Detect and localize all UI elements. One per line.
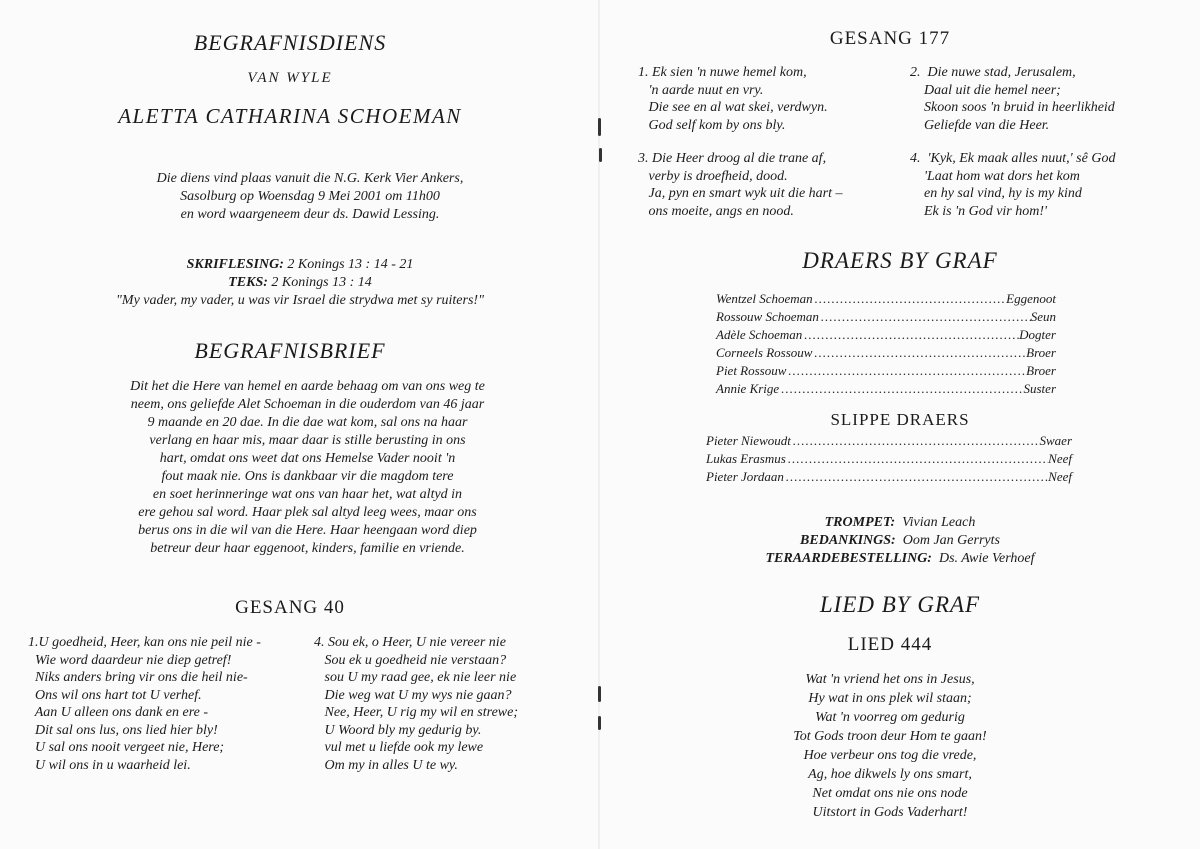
draer-role: Suster (1023, 381, 1056, 396)
right-page (600, 0, 1200, 849)
verse-line: Ek is 'n God vir hom!' (910, 203, 1048, 219)
lied-number: LIED 444 (847, 634, 933, 655)
gesang177-title: GESANG 177 (829, 28, 951, 49)
lied-line: Hy wat in ons plek wil staan; (808, 691, 972, 706)
verse-line: vul met u liefde ook my lewe (314, 740, 484, 755)
draer-name: Corneels Rossouw (716, 345, 813, 360)
verse-line: Dit sal ons lus, ons lied hier bly! (28, 722, 218, 738)
slippe-name: Lukas Erasmus (706, 451, 786, 466)
slippe-name: Pieter Niewoudt (706, 433, 791, 448)
verse-line: sou U my raad gee, ek nie leer nie (314, 670, 517, 685)
brief-line: hart, omdat ons weet dat ons Hemelse Vader nooit 'n (159, 451, 456, 466)
slippe-row (706, 450, 1072, 468)
verse-line: 'n aarde nuut en vry. (638, 82, 764, 98)
brief-line: neem, ons geliefde Alet Schoeman in die ouderdom van 46 jaar (130, 397, 485, 412)
verse-line: 1. Ek sien 'n nuwe hemel kom, (638, 65, 807, 80)
leader-dots (786, 450, 1048, 468)
lied-line: Wat 'n vriend het ons in Jesus, (805, 672, 975, 687)
leader-dots (784, 468, 1048, 486)
verse-line: 'Laat hom wat dors het kom (910, 168, 1080, 184)
service-line: en word waargeneem deur ds. Dawid Lessing. (180, 207, 440, 222)
gesang177-verse-3 (638, 150, 898, 220)
teks-label: TEKS: (228, 275, 268, 290)
verse-line: Aan U alleen ons dank en ere - (28, 705, 209, 720)
gesang177-verse-2 (910, 64, 1190, 134)
service-subtitle: VAN WYLE (247, 70, 333, 86)
verse-line: 4. Sou ek, o Heer, U nie vereer nie (314, 635, 506, 650)
verse-line: 1.U goedheid, Heer, kan ons nie peil nie - (28, 635, 261, 650)
verse-line: ons moeite, angs en nood. (638, 203, 794, 219)
draer-name: Adèle Schoeman (716, 327, 803, 342)
verse-line: U sal ons nooit vergeet nie, Here; (28, 740, 225, 755)
verse-line: Die see en al wat skei, verdwyn. (638, 100, 828, 115)
verse-line: Wie word daardeur nie diep getref! (28, 652, 232, 668)
verse-line: U wil ons in u waarheid lei. (28, 757, 191, 773)
verse-line: 4. 'Kyk, Ek maak alles nuut,' sê God (910, 151, 1116, 166)
lied-line: Wat 'n voorreg om gedurig (815, 710, 965, 725)
verse-line: God self kom by ons bly. (638, 117, 786, 133)
slippe-title: SLIPPE DRAERS (830, 410, 970, 429)
gesang177-verse-4 (910, 150, 1190, 220)
slippe-list (706, 432, 1072, 486)
gesang177-verse-1 (638, 64, 898, 134)
trompet-value: Vivian Leach (902, 515, 976, 530)
brief-line: 9 maande en 20 dae. In die dae wat kom, sal ons na haar (147, 415, 468, 430)
leader-dots (791, 432, 1040, 450)
verse-line: Skoon soos 'n bruid in heerlikheid (910, 100, 1115, 115)
service-details (40, 170, 580, 224)
bedankings-value: Oom Jan Gerryts (902, 533, 1000, 548)
gesang40-verse-4 (314, 634, 594, 774)
brief-line: verlang en haar mis, maar daar is stille berusting in ons (149, 433, 466, 448)
verse-line: Om my in alles U te wy. (314, 757, 458, 773)
leader-dots (812, 344, 1026, 362)
draer-role: Seun (1030, 309, 1056, 324)
draer-row (716, 308, 1056, 326)
brief-line: en soet herinneringe wat ons van haar het, wat altyd in (152, 487, 463, 502)
brief-line: Dit het die Here van hemel en aarde behaag om van ons weg te (130, 379, 485, 394)
verse-line: U Woord bly my gedurig by. (314, 722, 482, 738)
service-title: BEGRAFNISDIENS (193, 30, 387, 55)
teraarde-label: TERAARDEBESTELLING: (765, 551, 932, 566)
scripture-block (20, 256, 580, 310)
lied-line: Uitstort in Gods Vaderhart! (812, 805, 968, 820)
draer-name: Annie Krige (716, 381, 780, 396)
leader-dots (819, 308, 1031, 326)
verse-line: Ons wil ons hart tot U verhef. (28, 687, 202, 703)
lied-line: Tot Gods troon deur Hom te gaan! (793, 729, 987, 744)
brief-line: fout maak nie. Ons is dankbaar vir die magdom tere (161, 469, 454, 484)
draer-role: Broer (1026, 345, 1056, 360)
teraarde-value: Ds. Awie Verhoef (938, 551, 1035, 566)
lied-line: Ag, hoe dikwels ly ons smart, (808, 767, 972, 782)
bedankings-label: BEDANKINGS: (800, 533, 896, 548)
skriflesing-label: SKRIFLESING: (186, 257, 284, 272)
gesang40-verse-1 (28, 634, 308, 774)
brief-title: BEGRAFNISBRIEF (194, 338, 386, 363)
draer-name: Rossouw Schoeman (716, 309, 819, 324)
verse-line: verby is droefheid, dood. (638, 168, 788, 184)
draer-role: Dogter (1019, 327, 1056, 342)
brief-line: berus ons in die wil van die Here. Haar heengaan word diep (138, 523, 477, 538)
verse-line: Daal uit die hemel neer; (910, 82, 1061, 98)
slippe-role: Neef (1048, 469, 1072, 484)
credits-block (660, 514, 1140, 568)
lied-line: Net omdat ons nie ons node (812, 786, 968, 801)
brief-line: betreur deur haar eggenoot, kinders, familie en vriende. (150, 541, 465, 556)
draer-row (716, 380, 1056, 398)
draers-title: DRAERS BY GRAF (802, 248, 998, 273)
verse-line: 2. Die nuwe stad, Jerusalem, (910, 65, 1076, 80)
scripture-quote: "My vader, my vader, u was vir Israel die strydwa met sy ruiters!" (116, 293, 484, 308)
slippe-name: Pieter Jordaan (706, 469, 784, 484)
slippe-row (706, 432, 1072, 450)
lied-text (660, 670, 1120, 822)
draer-row (716, 290, 1056, 308)
verse-line: Ja, pyn en smart wyk uit die hart – (638, 186, 843, 201)
draer-row (716, 326, 1056, 344)
verse-line: Nee, Heer, U rig my wil en strewe; (314, 705, 518, 720)
lied-line: Hoe verbeur ons tog die vrede, (803, 748, 977, 763)
draer-row (716, 344, 1056, 362)
leader-dots (779, 380, 1023, 398)
brief-line: ere gehou sal word. Haar plek sal altyd leeg wees, maar ons (138, 505, 477, 520)
draers-list (716, 290, 1056, 398)
verse-line: en hy sal vind, hy is my kind (910, 186, 1082, 201)
leader-dots (802, 326, 1019, 344)
slippe-role: Swaer (1039, 433, 1072, 448)
draer-row (716, 362, 1056, 380)
lied-title: LIED BY GRAF (819, 592, 981, 617)
verse-line: Sou ek u goedheid nie verstaan? (314, 652, 507, 668)
skriflesing-value: 2 Konings 13 : 14 - 21 (287, 257, 414, 272)
draer-role: Broer (1026, 363, 1056, 378)
leader-dots (813, 290, 1007, 308)
brief-text (30, 378, 585, 558)
gesang40-title: GESANG 40 (235, 597, 345, 618)
trompet-label: TROMPET: (824, 515, 896, 530)
verse-line: Geliefde van die Heer. (910, 117, 1050, 133)
service-line: Die diens vind plaas vanuit die N.G. Kerk Vier Ankers, (156, 171, 464, 186)
slippe-row (706, 468, 1072, 486)
draer-name: Piet Rossouw (716, 363, 787, 378)
leader-dots (786, 362, 1026, 380)
service-line: Sasolburg op Woensdag 9 Mei 2001 om 11h00 (180, 189, 440, 204)
draer-role: Eggenoot (1006, 291, 1056, 306)
draer-name: Wentzel Schoeman (716, 291, 813, 306)
verse-line: Die weg wat U my wys nie gaan? (314, 687, 512, 703)
verse-line: Niks anders bring vir ons die heil nie- (28, 670, 248, 685)
verse-line: 3. Die Heer droog al die trane af, (638, 151, 827, 166)
deceased-name: ALETTA CATHARINA SCHOEMAN (118, 104, 462, 128)
teks-value: 2 Konings 13 : 14 (271, 275, 372, 290)
slippe-role: Neef (1048, 451, 1072, 466)
